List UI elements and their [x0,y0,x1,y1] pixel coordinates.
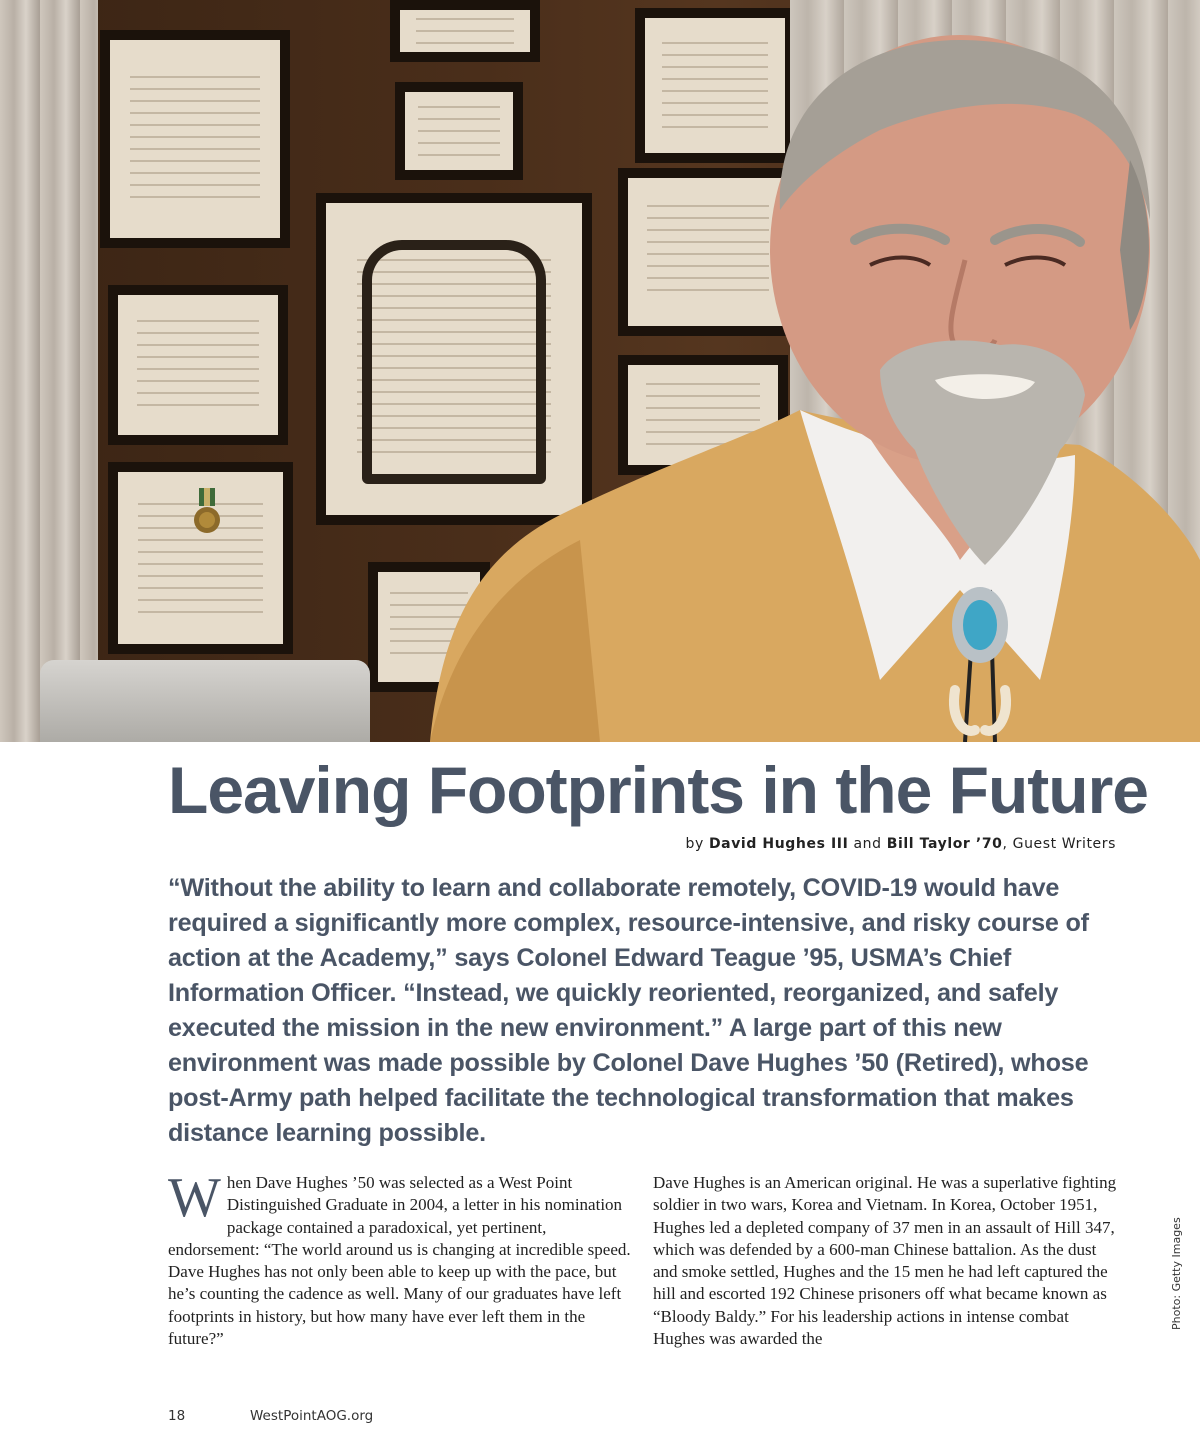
body-paragraph [168,1167,638,1350]
byline-author: David Hughes III [708,836,849,852]
body-column-left [168,1167,638,1350]
photo-credit: Photo: Getty Images [1170,1217,1183,1330]
byline-joiner: and [848,836,887,852]
byline-author: Bill Taylor ’70 [886,836,1003,852]
footer-site: WestPointAOG.org [250,1408,374,1424]
drop-cap: W [168,1167,221,1229]
byline-suffix: , Guest Writers [1002,836,1116,852]
byline [686,836,1117,852]
body-column-right [653,1172,1123,1350]
page-number: 18 [168,1408,186,1424]
body-paragraph: Dave Hughes is an American original. He was a superlative fighting soldier in two wars, Korea and Vietnam. In Korea, October 1951, Hughes led a depleted company of 37 men in an assault of Hill 347, which was defended by a 600-man Chinese battalion. As the dust and smoke settled, Hughes and the 15 men he had left captured the hill and escorted 192 Chinese prisoners off what became known as “Bloody Baldy.” For his leadership actions in intense combat Hughes was awarded the [653,1173,1117,1349]
article-lede: “Without the ability to learn and collaborate remotely, COVID-19 would have required a significantly more complex, resource-intensive, and risky course of action at the Academy,” says Colonel Edward Teague ’95, USMA’s Chief Information Officer. “Instead, we quickly reoriented, reorganized, and safely executed the mission in the new environment.” A large part of this new environment was made possible by Colonel Dave Hughes ’50 (Retired), whose post-Army path helped facilitate the technological transformation that makes distance learning possible. [168,874,1089,1147]
byline-prefix: by [685,836,709,852]
article-headline: Leaving Footprints in the Future [168,753,1148,827]
body-text: hen Dave Hughes ’50 was selected as a West Point Distinguished Graduate in 2004, a letter in his nomination package contained a paradoxical, yet pertinent, endorsement: “The world around us is changing at incredible speed. Dave Hughes has not only been able to keep up with the pace, but he’s counting the cadence as well. Many of our graduates have left footprints in history, but how many have ever left them in the future?” [168,1173,631,1349]
